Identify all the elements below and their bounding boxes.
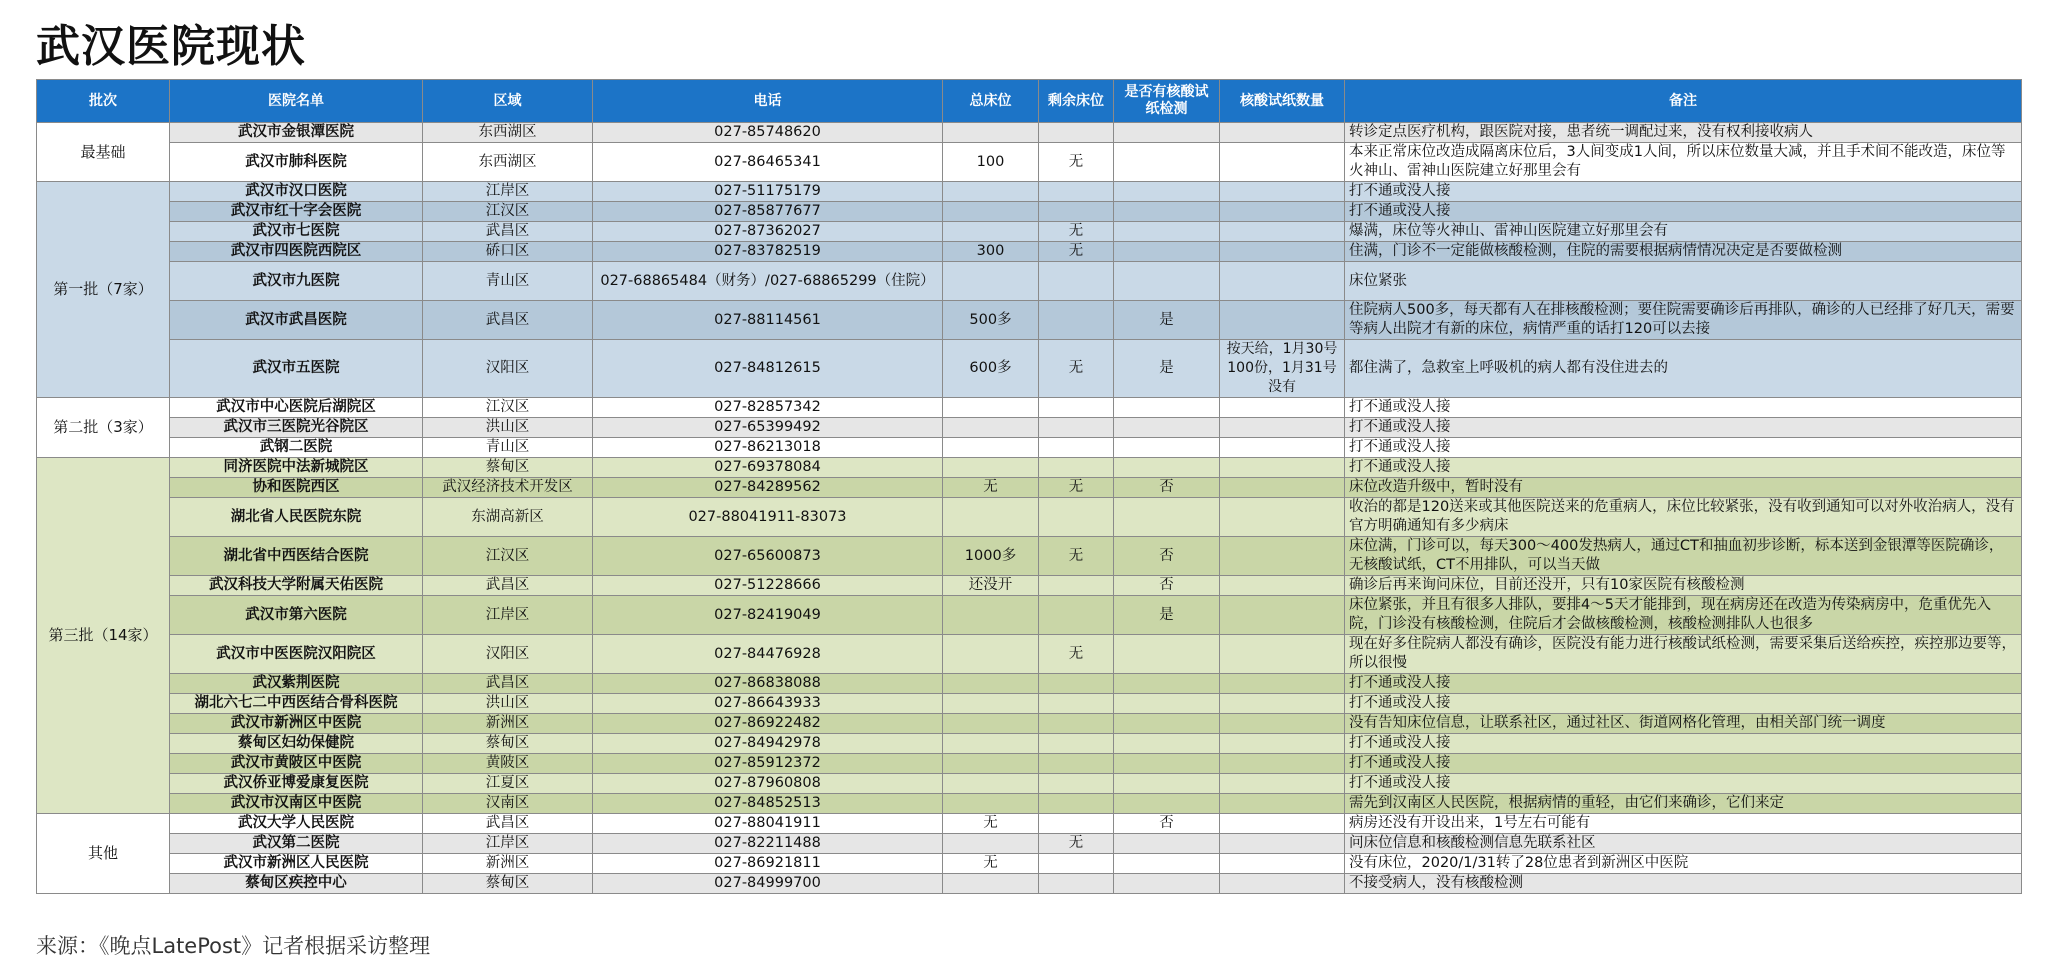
header-kit-count: 核酸试纸数量 xyxy=(1220,80,1345,123)
hospital-name-cell: 蔡甸区妇幼保健院 xyxy=(170,734,423,754)
total-beds-cell: 600多 xyxy=(943,340,1039,398)
table-row xyxy=(37,458,2022,478)
phone-cell: 027-65399492 xyxy=(593,418,943,438)
test-kit-cell xyxy=(1114,182,1220,202)
free-beds-cell xyxy=(1039,674,1114,694)
free-beds-cell xyxy=(1039,576,1114,596)
test-kit-cell xyxy=(1114,834,1220,854)
kit-count-cell xyxy=(1220,714,1345,734)
district-cell: 青山区 xyxy=(423,262,593,301)
batch-cell: 第二批（3家） xyxy=(37,398,170,458)
free-beds-cell: 无 xyxy=(1039,143,1114,182)
kit-count-cell xyxy=(1220,242,1345,262)
free-beds-cell xyxy=(1039,438,1114,458)
test-kit-cell xyxy=(1114,874,1220,894)
header-hospital: 医院名单 xyxy=(170,80,423,123)
table-row xyxy=(37,874,2022,894)
batch-cell: 第一批（7家） xyxy=(37,182,170,398)
free-beds-cell xyxy=(1039,714,1114,734)
test-kit-cell xyxy=(1114,774,1220,794)
test-kit-cell: 是 xyxy=(1114,301,1220,340)
kit-count-cell xyxy=(1220,635,1345,674)
free-beds-cell xyxy=(1039,814,1114,834)
total-beds-cell xyxy=(943,458,1039,478)
table-row xyxy=(37,498,2022,537)
hospital-name-cell: 武汉紫荆医院 xyxy=(170,674,423,694)
kit-count-cell xyxy=(1220,222,1345,242)
kit-count-cell xyxy=(1220,834,1345,854)
test-kit-cell xyxy=(1114,635,1220,674)
hospital-name-cell: 武汉市汉口医院 xyxy=(170,182,423,202)
test-kit-cell: 否 xyxy=(1114,576,1220,596)
table-row xyxy=(37,537,2022,576)
phone-cell: 027-84999700 xyxy=(593,874,943,894)
free-beds-cell xyxy=(1039,262,1114,301)
free-beds-cell xyxy=(1039,398,1114,418)
table-row xyxy=(37,202,2022,222)
phone-cell: 027-84812615 xyxy=(593,340,943,398)
hospital-name-cell: 武汉科技大学附属天佑医院 xyxy=(170,576,423,596)
free-beds-cell xyxy=(1039,596,1114,635)
hospital-table-wrapper xyxy=(36,79,2021,894)
total-beds-cell xyxy=(943,734,1039,754)
district-cell: 新洲区 xyxy=(423,714,593,734)
kit-count-cell xyxy=(1220,694,1345,714)
table-header-row xyxy=(37,80,2022,123)
test-kit-cell xyxy=(1114,754,1220,774)
free-beds-cell xyxy=(1039,694,1114,714)
free-beds-cell xyxy=(1039,498,1114,537)
hospital-name-cell: 同济医院中法新城院区 xyxy=(170,458,423,478)
total-beds-cell xyxy=(943,418,1039,438)
district-cell: 江汉区 xyxy=(423,537,593,576)
table-row xyxy=(37,143,2022,182)
district-cell: 东湖高新区 xyxy=(423,498,593,537)
hospital-name-cell: 武汉市四医院西院区 xyxy=(170,242,423,262)
header-test-kit: 是否有核酸试纸检测 xyxy=(1114,80,1220,123)
hospital-name-cell: 武汉市新洲区中医院 xyxy=(170,714,423,734)
total-beds-cell xyxy=(943,596,1039,635)
table-row xyxy=(37,834,2022,854)
phone-cell: 027-82857342 xyxy=(593,398,943,418)
note-cell: 确诊后再来询问床位，目前还没开，只有10家医院有核酸检测 xyxy=(1345,576,2022,596)
header-total-beds: 总床位 xyxy=(943,80,1039,123)
test-kit-cell xyxy=(1114,794,1220,814)
hospital-name-cell: 武汉市中医医院汉阳院区 xyxy=(170,635,423,674)
test-kit-cell xyxy=(1114,458,1220,478)
test-kit-cell xyxy=(1114,222,1220,242)
phone-cell: 027-68865484（财务）/027-68865299（住院） xyxy=(593,262,943,301)
kit-count-cell xyxy=(1220,143,1345,182)
test-kit-cell xyxy=(1114,854,1220,874)
total-beds-cell xyxy=(943,123,1039,143)
hospital-name-cell: 武汉市金银潭医院 xyxy=(170,123,423,143)
table-row xyxy=(37,262,2022,301)
note-cell: 病房还没有开设出来，1号左右可能有 xyxy=(1345,814,2022,834)
header-note: 备注 xyxy=(1345,80,2022,123)
district-cell: 江汉区 xyxy=(423,398,593,418)
hospital-name-cell: 武汉市九医院 xyxy=(170,262,423,301)
total-beds-cell xyxy=(943,202,1039,222)
hospital-name-cell: 武汉市红十字会医院 xyxy=(170,202,423,222)
kit-count-cell xyxy=(1220,202,1345,222)
source-note: 来源：《晚点LatePost》记者根据采访整理 xyxy=(36,934,431,958)
kit-count-cell xyxy=(1220,478,1345,498)
phone-cell: 027-84942978 xyxy=(593,734,943,754)
district-cell: 武昌区 xyxy=(423,674,593,694)
test-kit-cell xyxy=(1114,498,1220,537)
total-beds-cell: 1000多 xyxy=(943,537,1039,576)
note-cell: 床位紧张 xyxy=(1345,262,2022,301)
total-beds-cell xyxy=(943,498,1039,537)
note-cell: 不接受病人，没有核酸检测 xyxy=(1345,874,2022,894)
hospital-name-cell: 武钢二医院 xyxy=(170,438,423,458)
table-row xyxy=(37,596,2022,635)
note-cell: 收治的都是120送来或其他医院送来的危重病人，床位比较紧张，没有收到通知可以对外收治病人，没有官方明确通知有多少病床 xyxy=(1345,498,2022,537)
kit-count-cell xyxy=(1220,458,1345,478)
test-kit-cell xyxy=(1114,734,1220,754)
note-cell: 没有告知床位信息，让联系社区，通过社区、街道网格化管理，由相关部门统一调度 xyxy=(1345,714,2022,734)
hospital-name-cell: 武汉市中心医院后湖院区 xyxy=(170,398,423,418)
test-kit-cell xyxy=(1114,674,1220,694)
table-row xyxy=(37,754,2022,774)
table-body xyxy=(37,123,2022,894)
district-cell: 蔡甸区 xyxy=(423,458,593,478)
table-row xyxy=(37,438,2022,458)
district-cell: 洪山区 xyxy=(423,694,593,714)
table-row xyxy=(37,398,2022,418)
phone-cell: 027-87960808 xyxy=(593,774,943,794)
district-cell: 汉南区 xyxy=(423,794,593,814)
test-kit-cell: 否 xyxy=(1114,537,1220,576)
free-beds-cell xyxy=(1039,458,1114,478)
district-cell: 东西湖区 xyxy=(423,143,593,182)
note-cell: 现在好多住院病人都没有确诊，医院没有能力进行核酸试纸检测，需要采集后送给疾控，疾控那边要等，所以很慢 xyxy=(1345,635,2022,674)
free-beds-cell xyxy=(1039,754,1114,774)
district-cell: 洪山区 xyxy=(423,418,593,438)
note-cell: 住院病人500多，每天都有人在排核酸检测；要住院需要确诊后再排队，确诊的人已经排了好几天，需要等病人出院才有新的床位，病情严重的话打120可以去接 xyxy=(1345,301,2022,340)
header-batch: 批次 xyxy=(37,80,170,123)
note-cell: 打不通或没人接 xyxy=(1345,754,2022,774)
free-beds-cell: 无 xyxy=(1039,222,1114,242)
phone-cell: 027-86921811 xyxy=(593,854,943,874)
note-cell: 打不通或没人接 xyxy=(1345,418,2022,438)
test-kit-cell xyxy=(1114,714,1220,734)
total-beds-cell: 300 xyxy=(943,242,1039,262)
kit-count-cell xyxy=(1220,398,1345,418)
free-beds-cell xyxy=(1039,774,1114,794)
total-beds-cell: 还没开 xyxy=(943,576,1039,596)
hospital-name-cell: 武汉市五医院 xyxy=(170,340,423,398)
kit-count-cell xyxy=(1220,734,1345,754)
total-beds-cell xyxy=(943,874,1039,894)
hospital-name-cell: 武汉市汉南区中医院 xyxy=(170,794,423,814)
district-cell: 汉阳区 xyxy=(423,635,593,674)
hospital-name-cell: 湖北六七二中西医结合骨科医院 xyxy=(170,694,423,714)
batch-cell: 最基础 xyxy=(37,123,170,182)
free-beds-cell xyxy=(1039,794,1114,814)
kit-count-cell xyxy=(1220,418,1345,438)
kit-count-cell xyxy=(1220,674,1345,694)
note-cell: 住满，门诊不一定能做核酸检测，住院的需要根据病情情况决定是否要做检测 xyxy=(1345,242,2022,262)
kit-count-cell xyxy=(1220,498,1345,537)
total-beds-cell xyxy=(943,438,1039,458)
note-cell: 打不通或没人接 xyxy=(1345,182,2022,202)
kit-count-cell xyxy=(1220,262,1345,301)
phone-cell: 027-86213018 xyxy=(593,438,943,458)
free-beds-cell: 无 xyxy=(1039,537,1114,576)
table-row xyxy=(37,635,2022,674)
phone-cell: 027-51228666 xyxy=(593,576,943,596)
free-beds-cell xyxy=(1039,202,1114,222)
batch-cell: 其他 xyxy=(37,814,170,894)
hospital-name-cell: 蔡甸区疾控中心 xyxy=(170,874,423,894)
district-cell: 武昌区 xyxy=(423,814,593,834)
phone-cell: 027-87362027 xyxy=(593,222,943,242)
phone-cell: 027-85748620 xyxy=(593,123,943,143)
district-cell: 江岸区 xyxy=(423,596,593,635)
free-beds-cell: 无 xyxy=(1039,635,1114,674)
note-cell: 打不通或没人接 xyxy=(1345,694,2022,714)
note-cell: 打不通或没人接 xyxy=(1345,458,2022,478)
hospital-name-cell: 湖北省人民医院东院 xyxy=(170,498,423,537)
total-beds-cell xyxy=(943,834,1039,854)
hospital-name-cell: 协和医院西区 xyxy=(170,478,423,498)
district-cell: 蔡甸区 xyxy=(423,734,593,754)
header-free-beds: 剩余床位 xyxy=(1039,80,1114,123)
phone-cell: 027-82211488 xyxy=(593,834,943,854)
note-cell: 需先到汉南区人民医院，根据病情的重轻，由它们来确诊，它们来定 xyxy=(1345,794,2022,814)
total-beds-cell xyxy=(943,714,1039,734)
hospital-name-cell: 湖北省中西医结合医院 xyxy=(170,537,423,576)
test-kit-cell: 否 xyxy=(1114,814,1220,834)
total-beds-cell xyxy=(943,794,1039,814)
phone-cell: 027-88041911-83073 xyxy=(593,498,943,537)
table-row xyxy=(37,418,2022,438)
test-kit-cell xyxy=(1114,694,1220,714)
kit-count-cell xyxy=(1220,794,1345,814)
free-beds-cell xyxy=(1039,301,1114,340)
phone-cell: 027-85877677 xyxy=(593,202,943,222)
note-cell: 都住满了，急救室上呼吸机的病人都有没住进去的 xyxy=(1345,340,2022,398)
free-beds-cell: 无 xyxy=(1039,478,1114,498)
total-beds-cell: 无 xyxy=(943,854,1039,874)
total-beds-cell xyxy=(943,635,1039,674)
total-beds-cell xyxy=(943,694,1039,714)
district-cell: 黄陂区 xyxy=(423,754,593,774)
district-cell: 江岸区 xyxy=(423,182,593,202)
test-kit-cell xyxy=(1114,143,1220,182)
header-district: 区域 xyxy=(423,80,593,123)
free-beds-cell xyxy=(1039,874,1114,894)
test-kit-cell xyxy=(1114,418,1220,438)
hospital-table xyxy=(36,79,2022,894)
hospital-name-cell: 武汉市七医院 xyxy=(170,222,423,242)
total-beds-cell: 无 xyxy=(943,814,1039,834)
phone-cell: 027-84289562 xyxy=(593,478,943,498)
phone-cell: 027-84476928 xyxy=(593,635,943,674)
district-cell: 武汉经济技术开发区 xyxy=(423,478,593,498)
kit-count-cell xyxy=(1220,576,1345,596)
hospital-name-cell: 武汉市武昌医院 xyxy=(170,301,423,340)
table-row xyxy=(37,774,2022,794)
kit-count-cell xyxy=(1220,754,1345,774)
district-cell: 江夏区 xyxy=(423,774,593,794)
district-cell: 武昌区 xyxy=(423,222,593,242)
kit-count-cell xyxy=(1220,438,1345,458)
batch-cell: 第三批（14家） xyxy=(37,458,170,814)
note-cell: 床位满，门诊可以，每天300～400发热病人，通过CT和抽血初步诊断，标本送到金银潭等医院确诊，无核酸试纸，CT不用排队，可以当天做 xyxy=(1345,537,2022,576)
test-kit-cell xyxy=(1114,438,1220,458)
kit-count-cell xyxy=(1220,123,1345,143)
phone-cell: 027-86838088 xyxy=(593,674,943,694)
district-cell: 硚口区 xyxy=(423,242,593,262)
total-beds-cell xyxy=(943,674,1039,694)
note-cell: 本来正常床位改造成隔离床位后，3人间变成1人间，所以床位数量大减，并且手术间不能改造，床位等火神山、雷神山医院建立好那里会有 xyxy=(1345,143,2022,182)
table-row xyxy=(37,576,2022,596)
table-row xyxy=(37,301,2022,340)
table-row xyxy=(37,340,2022,398)
test-kit-cell xyxy=(1114,123,1220,143)
table-row xyxy=(37,123,2022,143)
free-beds-cell xyxy=(1039,418,1114,438)
note-cell: 打不通或没人接 xyxy=(1345,774,2022,794)
free-beds-cell xyxy=(1039,182,1114,202)
kit-count-cell xyxy=(1220,874,1345,894)
district-cell: 武昌区 xyxy=(423,576,593,596)
district-cell: 江汉区 xyxy=(423,202,593,222)
kit-count-cell xyxy=(1220,814,1345,834)
test-kit-cell xyxy=(1114,398,1220,418)
free-beds-cell xyxy=(1039,854,1114,874)
phone-cell: 027-51175179 xyxy=(593,182,943,202)
district-cell: 武昌区 xyxy=(423,301,593,340)
phone-cell: 027-86922482 xyxy=(593,714,943,734)
note-cell: 打不通或没人接 xyxy=(1345,438,2022,458)
kit-count-cell xyxy=(1220,301,1345,340)
table-row xyxy=(37,182,2022,202)
free-beds-cell xyxy=(1039,734,1114,754)
hospital-name-cell: 武汉市黄陂区中医院 xyxy=(170,754,423,774)
phone-cell: 027-86465341 xyxy=(593,143,943,182)
note-cell: 打不通或没人接 xyxy=(1345,202,2022,222)
phone-cell: 027-86643933 xyxy=(593,694,943,714)
note-cell: 打不通或没人接 xyxy=(1345,398,2022,418)
note-cell: 问床位信息和核酸检测信息先联系社区 xyxy=(1345,834,2022,854)
kit-count-cell xyxy=(1220,854,1345,874)
phone-cell: 027-84852513 xyxy=(593,794,943,814)
table-row xyxy=(37,854,2022,874)
test-kit-cell xyxy=(1114,262,1220,301)
table-row xyxy=(37,814,2022,834)
free-beds-cell: 无 xyxy=(1039,242,1114,262)
district-cell: 青山区 xyxy=(423,438,593,458)
test-kit-cell: 是 xyxy=(1114,596,1220,635)
note-cell: 打不通或没人接 xyxy=(1345,674,2022,694)
note-cell: 爆满，床位等火神山、雷神山医院建立好那里会有 xyxy=(1345,222,2022,242)
header-phone: 电话 xyxy=(593,80,943,123)
table-row xyxy=(37,478,2022,498)
hospital-name-cell: 武汉市肺科医院 xyxy=(170,143,423,182)
phone-cell: 027-85912372 xyxy=(593,754,943,774)
free-beds-cell xyxy=(1039,123,1114,143)
district-cell: 东西湖区 xyxy=(423,123,593,143)
kit-count-cell xyxy=(1220,596,1345,635)
phone-cell: 027-83782519 xyxy=(593,242,943,262)
table-row xyxy=(37,674,2022,694)
district-cell: 蔡甸区 xyxy=(423,874,593,894)
hospital-name-cell: 武汉侨亚博爱康复医院 xyxy=(170,774,423,794)
total-beds-cell xyxy=(943,262,1039,301)
test-kit-cell xyxy=(1114,202,1220,222)
phone-cell: 027-88041911 xyxy=(593,814,943,834)
kit-count-cell xyxy=(1220,537,1345,576)
test-kit-cell xyxy=(1114,242,1220,262)
test-kit-cell: 是 xyxy=(1114,340,1220,398)
kit-count-cell xyxy=(1220,774,1345,794)
total-beds-cell: 500多 xyxy=(943,301,1039,340)
note-cell: 床位紧张，并且有很多人排队，要排4～5天才能排到，现在病房还在改造为传染病房中，危重优先入院，门诊没有核酸检测，住院后才会做核酸检测，核酸检测排队人也很多 xyxy=(1345,596,2022,635)
kit-count-cell xyxy=(1220,182,1345,202)
note-cell: 打不通或没人接 xyxy=(1345,734,2022,754)
hospital-name-cell: 武汉大学人民医院 xyxy=(170,814,423,834)
hospital-name-cell: 武汉市新洲区人民医院 xyxy=(170,854,423,874)
table-row xyxy=(37,734,2022,754)
test-kit-cell: 否 xyxy=(1114,478,1220,498)
table-row xyxy=(37,794,2022,814)
kit-count-cell: 按天给，1月30号100份，1月31号没有 xyxy=(1220,340,1345,398)
table-row xyxy=(37,694,2022,714)
total-beds-cell xyxy=(943,222,1039,242)
total-beds-cell xyxy=(943,398,1039,418)
total-beds-cell: 无 xyxy=(943,478,1039,498)
phone-cell: 027-88114561 xyxy=(593,301,943,340)
phone-cell: 027-82419049 xyxy=(593,596,943,635)
table-row xyxy=(37,222,2022,242)
free-beds-cell: 无 xyxy=(1039,340,1114,398)
table-row xyxy=(37,242,2022,262)
note-cell: 床位改造升级中，暂时没有 xyxy=(1345,478,2022,498)
hospital-name-cell: 武汉市第六医院 xyxy=(170,596,423,635)
hospital-name-cell: 武汉市三医院光谷院区 xyxy=(170,418,423,438)
total-beds-cell xyxy=(943,774,1039,794)
total-beds-cell: 100 xyxy=(943,143,1039,182)
phone-cell: 027-65600873 xyxy=(593,537,943,576)
phone-cell: 027-69378084 xyxy=(593,458,943,478)
district-cell: 汉阳区 xyxy=(423,340,593,398)
page-title: 武汉医院现状 xyxy=(36,21,306,72)
district-cell: 江岸区 xyxy=(423,834,593,854)
note-cell: 没有床位，2020/1/31转了28位患者到新洲区中医院 xyxy=(1345,854,2022,874)
district-cell: 新洲区 xyxy=(423,854,593,874)
free-beds-cell: 无 xyxy=(1039,834,1114,854)
hospital-name-cell: 武汉第二医院 xyxy=(170,834,423,854)
table-row xyxy=(37,714,2022,734)
note-cell: 转诊定点医疗机构，跟医院对接，患者统一调配过来，没有权利接收病人 xyxy=(1345,123,2022,143)
total-beds-cell xyxy=(943,754,1039,774)
total-beds-cell xyxy=(943,182,1039,202)
